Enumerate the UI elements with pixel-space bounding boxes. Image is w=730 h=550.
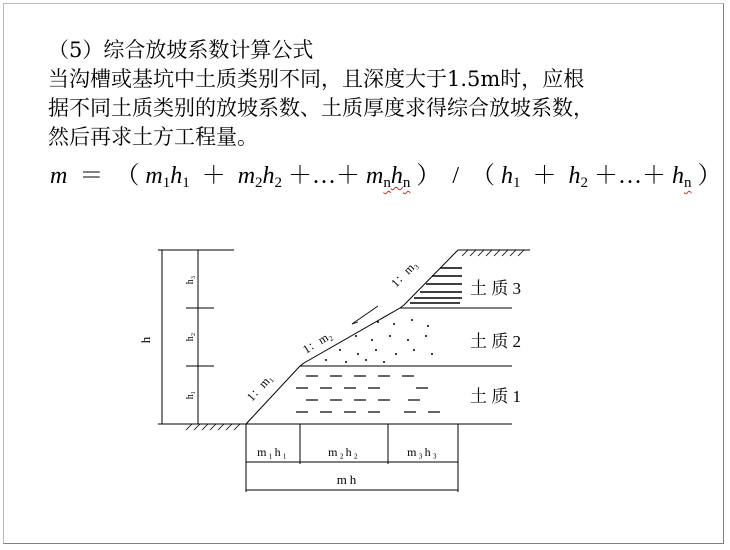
- ground-hatch-left: [186, 424, 240, 430]
- formula-close-paren-2: ）: [697, 163, 722, 189]
- formula-h2-sub: 2: [274, 175, 283, 191]
- formula-d-hn-sub: n: [684, 175, 692, 191]
- bottom-label-1: m₁h₁: [257, 445, 289, 459]
- height-label: h: [138, 336, 153, 344]
- slope-label-3: 1：m₃: [388, 257, 421, 291]
- formula-hn: h: [390, 163, 403, 189]
- formula-equals: ＝: [79, 163, 104, 189]
- slope-line: [243, 250, 458, 424]
- formula-d-h2: h: [568, 163, 581, 189]
- formula-h2: h: [262, 163, 275, 189]
- layer-2-height-label: h₂: [185, 332, 196, 342]
- formula-m2-sub: 2: [255, 175, 263, 191]
- layer-2-pattern: [325, 319, 433, 363]
- layer-1-pattern: [296, 376, 440, 412]
- formula-d-h1-sub: 1: [513, 175, 521, 191]
- formula-mn: m: [366, 163, 384, 189]
- bottom-label-2: m₂h₂: [328, 445, 360, 459]
- slope-label-2: 1：m₂: [300, 327, 335, 357]
- formula-h1: h: [170, 163, 183, 189]
- formula-close-paren: ）: [416, 163, 441, 189]
- layer-3-label: 土 质 3: [470, 279, 521, 298]
- formula-h1-sub: 1: [182, 175, 190, 191]
- body-line-1: 当沟槽或基坑中土质类别不同，且深度大于1.5m时，应根: [48, 67, 585, 91]
- bottom-label-3: m₃h₃: [407, 445, 439, 459]
- slope-label-1: 1：m₁: [243, 371, 276, 405]
- formula-plus-ellipsis-2: ＋…＋: [594, 163, 667, 189]
- formula-d-h2-sub: 2: [580, 175, 589, 191]
- formula-divide: /: [452, 163, 460, 189]
- body-line-3: 然后再求土方工程量。: [48, 125, 258, 149]
- formula-hn-sub: n: [402, 175, 411, 191]
- formula-plus-3: ＋: [532, 163, 557, 189]
- formula-d-hn: h: [672, 163, 685, 189]
- layer-3-pattern: [410, 268, 462, 303]
- body-line-2: 据不同土质类别的放坡系数、土质厚度求得综合放坡系数，: [48, 96, 594, 120]
- total-label: mh: [336, 472, 360, 487]
- formula-d-h1: h: [501, 163, 514, 189]
- formula-plus-1: ＋: [201, 163, 226, 189]
- layer-2-label: 土 质 2: [470, 332, 521, 351]
- layer-3-height-label: h₃: [185, 275, 196, 285]
- formula-plus-ellipsis-1: ＋…＋: [288, 163, 361, 189]
- section-heading: （5）综合放坡系数计算公式: [48, 38, 314, 62]
- formula-open-paren-2: （: [471, 163, 496, 189]
- formula-m2: m: [237, 163, 256, 189]
- formula-m1-sub: 1: [162, 175, 171, 191]
- ground-hatch-top: [462, 250, 524, 256]
- formula-m1: m: [145, 163, 163, 189]
- formula-open-paren: （: [115, 163, 140, 189]
- slope-arrow: [352, 306, 378, 324]
- formula-lhs: m: [50, 163, 68, 189]
- layer-1-label: 土 质 1: [470, 387, 521, 406]
- layer-1-height-label: h₁: [185, 390, 196, 400]
- formula-mn-sub: n: [383, 175, 391, 191]
